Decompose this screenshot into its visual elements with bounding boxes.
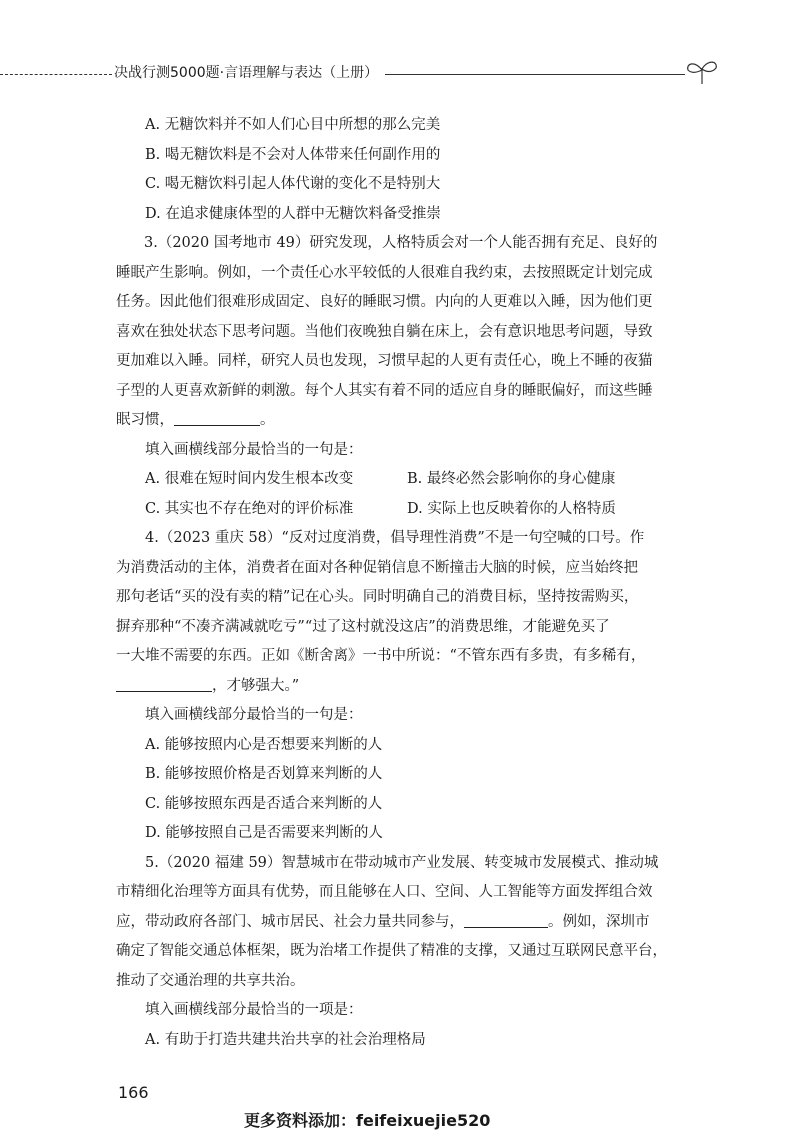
sprout-icon (684, 58, 720, 86)
q3-last-line (116, 406, 700, 436)
q4-line: 为消费活动的主体，消费者在面对各种促销信息不断撞击大脑的时候，应当始终把 (116, 559, 638, 576)
q4-option-d: D. 能够按照自己是否需要来判断的人 (145, 825, 383, 841)
q3-line: 睡眠产生影响。例如，一个责任心水平较低的人很难自我约束，去按照既定计划完成 (116, 264, 653, 281)
q3-last-suffix: 。 (260, 412, 275, 428)
q3-prompt: 填入画横线部分最恰当的一句是： (145, 441, 363, 458)
page-content (116, 111, 700, 1055)
q4-line: 那句老话“买的没有卖的精”记在心头。同时明确自己的消费目标，坚持按需购买， (116, 589, 639, 605)
q4-answer-blank (116, 673, 212, 692)
footer-note: 更多资料添加：feifeixuejie520 (244, 1111, 491, 1130)
q3-option-c: C. 其实也不存在绝对的评价标准 (145, 500, 354, 517)
q3-line: 更加难以入睡。同样，研究人员也发现，习惯早起的人更有责任心，晚上不睡的夜猫 (116, 353, 653, 369)
q4-line: 一大堆不需要的东西。正如《断舍离》一书中所说：“不管东西有多贵，有多稀有， (116, 648, 646, 664)
q5-line: 推动了交通治理的共享共治。 (116, 972, 305, 989)
q5-line: 5.（2020 福建 59）智慧城市在带动城市产业发展、转变城市发展模式、推动城 (145, 854, 659, 871)
q4-option-b: B. 能够按照价格是否划算来判断的人 (145, 766, 383, 782)
q5-line3-prefix: 应，带动政府各部门、城市居民、社会力量共同参与， (116, 913, 464, 930)
running-header (0, 58, 800, 88)
q4-last-suffix: ，才够强大。” (212, 677, 300, 694)
q5-line: 确定了智能交通总体框架，既为治堵工作提供了精准的支撑，又通过互联网民意平台， (116, 943, 667, 959)
q4-line: 摒弃那种“不凑齐满减就吃亏”“过了这村就没这店”的消费思维，才能避免买了 (116, 618, 610, 635)
q5-line-blank (116, 908, 700, 938)
header-rule-right (385, 74, 685, 75)
q2-option-a: A. 无糖饮料并不如人们心目中所想的那么完美 (145, 117, 441, 133)
q2-option-c: C. 喝无糖饮料引起人体代谢的变化不是特别大 (145, 176, 441, 192)
q3-option-d: D. 实际上也反映着你的人格特质 (407, 500, 616, 517)
q3-options-row-1 (145, 465, 700, 495)
q3-line: 3.（2020 国考地市 49）研究发现，人格特质会对一个人能否拥有充足、良好的 (144, 235, 658, 251)
q3-option-a: A. 很难在短时间内发生根本改变 (145, 471, 354, 487)
q4-prompt: 填入画横线部分最恰当的一句是： (145, 707, 363, 723)
q3-last-prefix: 眠习惯， (116, 412, 174, 428)
q2-option-b: B. 喝无糖饮料是不会对人体带来任何副作用的 (145, 146, 441, 163)
q3-line: 任务。因此他们很难形成固定、良好的睡眠习惯。内向的人更难以入睡，因为他们更 (116, 294, 653, 310)
q2-option-d: D. 在追求健康体型的人群中无糖饮料备受推崇 (145, 205, 441, 222)
q3-line: 喜欢在独处状态下思考问题。当他们夜晚独自躺在床上，会有意识地思考问题，导致 (116, 323, 653, 340)
q4-last-line (116, 672, 700, 702)
q5-prompt: 填入画横线部分最恰当的一项是： (145, 1002, 363, 1018)
q3-option-b: B. 最终必然会影响你的身心健康 (407, 471, 616, 487)
q3-line: 子型的人更喜欢新鲜的刺激。每个人其实有着不同的适应自身的睡眠偏好，而这些睡 (116, 382, 653, 399)
q5-option-a: A. 有助于打造共建共治共享的社会治理格局 (145, 1031, 426, 1048)
q3-options-row-2 (145, 495, 700, 525)
q4-line: 4.（2023 重庆 58）“反对过度消费，倡导理性消费”不是一句空喊的口号。作 (145, 530, 645, 546)
page-number: 166 (118, 1083, 149, 1102)
q5-answer-blank (464, 909, 548, 928)
q5-line: 市精细化治理等方面具有优势，而且能够在人口、空间、人工智能等方面发挥组合效 (116, 884, 653, 900)
q5-line3-suffix: 。例如，深圳市 (548, 913, 650, 930)
q4-option-c: C. 能够按照东西是否适合来判断的人 (145, 795, 383, 812)
q4-option-a: A. 能够按照内心是否想要来判断的人 (145, 736, 383, 753)
header-title: 决战行测5000题·言语理解与表达（上册） (114, 65, 379, 81)
header-rule-left (0, 74, 112, 75)
q3-answer-blank (174, 407, 260, 426)
